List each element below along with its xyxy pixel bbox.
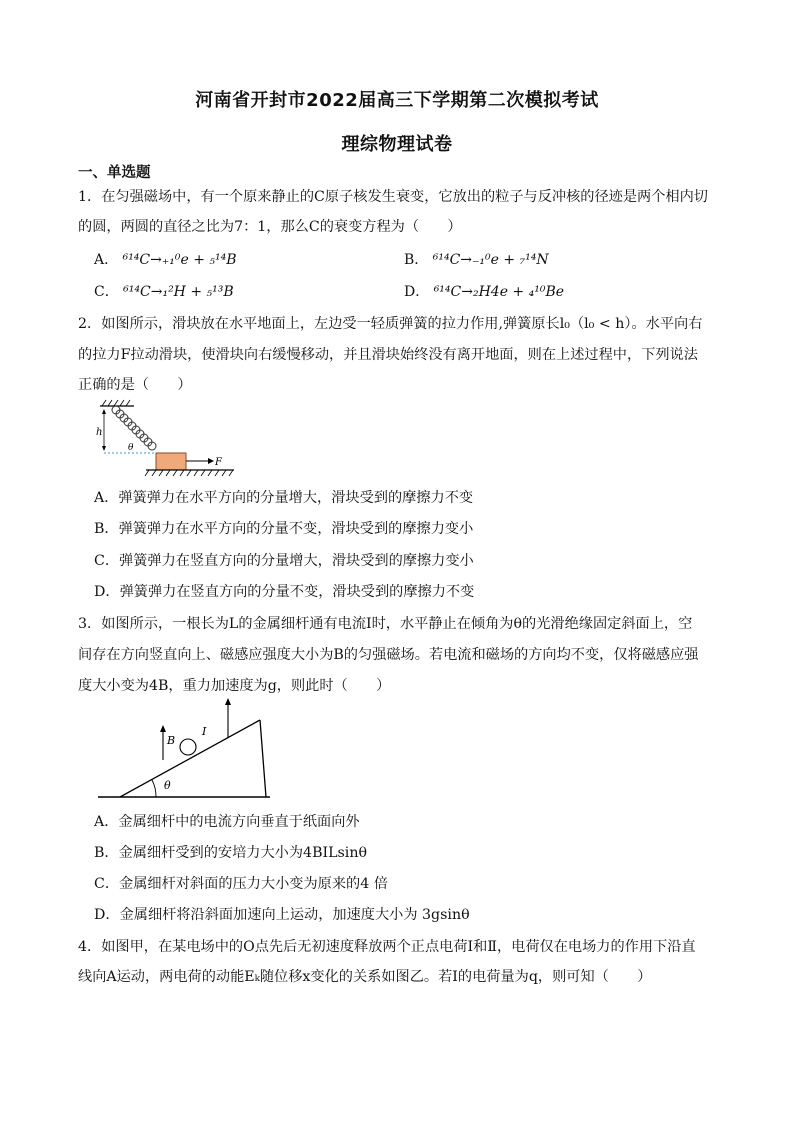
q3-option-d: D．金属细杆将沿斜面加速向上运动，加速度大小为 3gsinθ [94,907,470,923]
q1-option-b-equation: ⁶¹⁴C→₋₁⁰e + ₇¹⁴N [432,252,549,268]
q1-option-b-label: B． [404,252,429,268]
q1-option-d-label: D． [404,284,430,300]
q1-option-c [94,281,234,301]
q3-stem-line-2: 间存在方向竖直向上、磁感应强度大小为B的匀强磁场。若电流和磁场的方向均不变，仅将磁感应强 [78,647,699,663]
q2-stem-line-3: 正确的是（ ） [78,377,192,393]
q2-option-b: B．弹簧弹力在水平方向的分量不变，滑块受到的摩擦力变小 [94,521,474,537]
q1-option-a-label: A． [94,252,119,268]
q1-option-c-equation: ⁶¹⁴C→₁²H + ₅¹³B [123,284,234,300]
q1-option-a [94,249,237,269]
section-heading: 一、单选题 [78,165,151,181]
q2-option-c: C．弹簧弹力在竖直方向的分量增大，滑块受到的摩擦力变小 [94,553,474,569]
q3-option-b: B．金属细杆受到的安培力大小为4BILsinθ [94,845,368,861]
q3-b-label: B [167,734,176,747]
q4-stem-line-2: 线向A运动，两电荷的动能Eₖ随位移x变化的关系如图乙。若Ⅰ的电荷量为q，则可知（ ） [78,969,652,985]
q3-stem-line-1: 3．如图所示，一根长为L的金属细杆通有电流I时，水平静止在倾角为θ的光滑绝缘固定斜面上，空 [78,616,693,632]
q1-option-a-equation: ⁶¹⁴C→₊₁⁰e + ₅¹⁴B [122,252,237,268]
q3-option-c: C．金属细杆对斜面的压力大小变为原来的4 倍 [94,876,388,892]
q3-i-label: I [202,725,207,738]
q1-option-b [404,249,549,269]
q1-stem-line-2: 的圆，两圆的直径之比为7：1，那么C的衰变方程为（ ） [78,219,462,235]
q2-option-a: A．弹簧弹力在水平方向的分量增大，滑块受到的摩擦力不变 [94,490,474,506]
q1-option-d-equation: ⁶¹⁴C→₂H4e + ₄¹⁰Be [433,284,565,300]
q2-theta-label: θ [128,443,134,453]
q3-stem-line-3: 度大小变为4B，重力加速度为g，则此时（ ） [78,678,391,694]
q2-option-d: D．弹簧弹力在竖直方向的分量不变，滑块受到的摩擦力不变 [94,584,475,600]
q1-stem-line-1: 1．在匀强磁场中，有一个原来静止的C原子核发生衰变，它放出的粒子与反冲核的径迹是两个相内切 [78,189,708,205]
q2-f-label: F [215,457,222,468]
q3-incline-figure [98,698,270,800]
q3-theta-label: θ [164,779,171,792]
q2-spring-block-figure [94,398,244,480]
q2-stem-line-1: 2．如图所示，滑块放在水平地面上，左边受一轻质弹簧的拉力作用,弹簧原长l₀（l₀ < h）。水平向右 [78,316,703,332]
exam-title: 河南省开封市2022届高三下学期第二次模拟考试 [195,90,599,111]
q2-h-label: h [96,427,103,438]
q2-stem-line-2: 的拉力F拉动滑块，使滑块向右缓慢移动，并且滑块始终没有离开地面，则在上述过程中，下列说法 [78,347,698,363]
exam-subtitle: 理综物理试卷 [341,134,453,155]
q1-option-d [404,281,564,301]
q3-option-a: A．金属细杆中的电流方向垂直于纸面向外 [94,814,360,830]
q4-stem-line-1: 4．如图甲，在某电场中的O点先后无初速度释放两个正点电荷Ⅰ和Ⅱ，电荷仅在电场力的作用下沿直 [78,939,696,955]
q1-option-c-label: C． [94,284,119,300]
